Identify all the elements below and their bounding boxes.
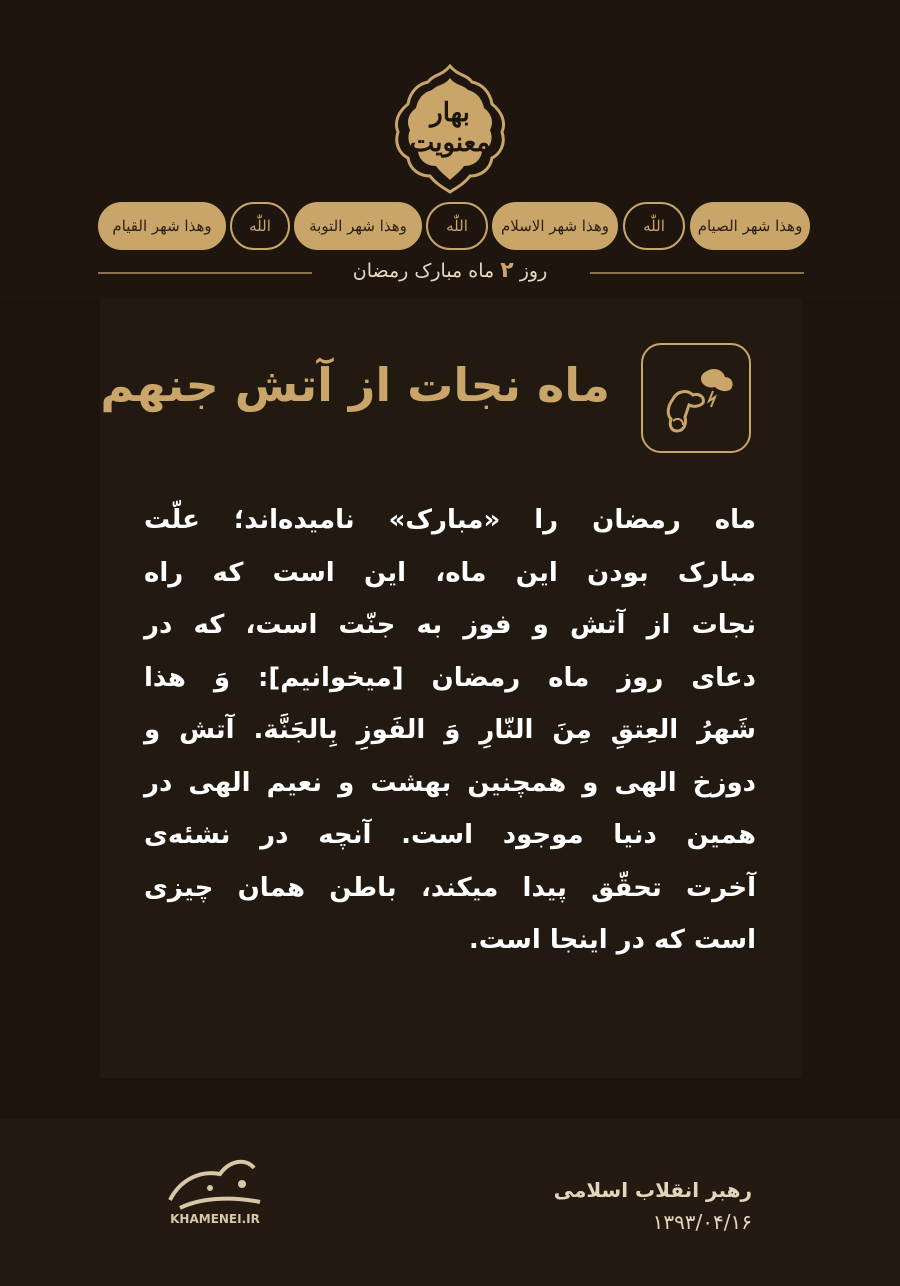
badge-allah: اللّٰه: [230, 202, 290, 250]
badge-shahr-al-islam: وهذا شهر الاسلام: [492, 202, 618, 250]
badge-shahr-al-siyam: وهذا شهر الصیام: [690, 202, 810, 250]
card-body: [144, 494, 756, 967]
body-line: نجات از آتش و فوز به جنّت است، که در: [144, 610, 756, 640]
body-line: آخرت تحقّق پیدا میکند، باطن همان چیزی: [144, 872, 756, 903]
day-prefix: روز: [519, 260, 548, 282]
site-logo-text: KHAMENEI.IR: [170, 1212, 260, 1226]
day-suffix: ماه مبارک رمضان: [352, 260, 495, 282]
date-label: ۱۳۹۳/۰۴/۱۶: [652, 1210, 752, 1234]
badge-allah: اللّٰه: [426, 202, 488, 250]
body-line: همین دنیا موجود است. آنچه در نشئه‌ی: [144, 820, 756, 850]
day-number: ۲: [500, 258, 514, 283]
body-line: مبارک بودن این ماه، این است که راه: [144, 557, 756, 588]
divider-left: [98, 272, 312, 274]
badge-shahr-al-tawba: وهذا شهر التوبة: [294, 202, 422, 250]
day-label: [300, 258, 600, 283]
body-line: ماه رمضان را «مبارک» نامیده‌اند؛ علّت: [144, 505, 756, 535]
badge-row: [98, 202, 808, 250]
footer-band: [0, 1118, 900, 1286]
fire-and-hand-icon: [641, 343, 751, 453]
badge-allah: اللّٰه: [623, 202, 685, 250]
card-title: ماه نجات از آتش جنهم: [100, 358, 610, 412]
body-line: است که در اینجا است.: [468, 925, 756, 955]
emblem-logo: [392, 62, 508, 194]
site-logo: [150, 1150, 280, 1250]
leader-label: رهبر انقلاب اسلامی: [553, 1178, 752, 1202]
body-line: دوزخ الهی و همچنین بهشت و نعیم الهی در: [144, 767, 756, 798]
emblem-title: بهار معنویت: [409, 98, 491, 158]
badge-shahr-al-qiyam: وهذا شهر القیام: [98, 202, 226, 250]
body-line: دعای روز ماه رمضان [میخوانیم]: وَ هذا: [144, 662, 756, 693]
divider-right: [590, 272, 804, 274]
body-line: شَهرُ العِتقِ مِنَ النّارِ وَ الفَوزِ بِالجَنَّة. آتش و: [144, 715, 756, 745]
